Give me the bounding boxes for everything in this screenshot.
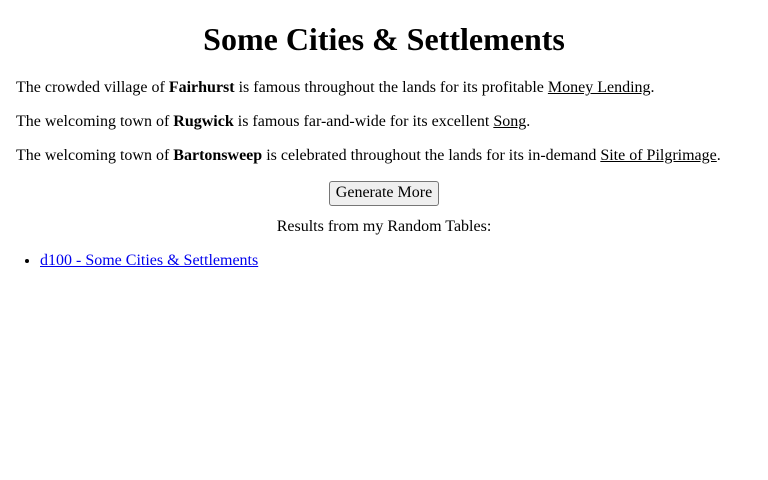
result-middle: is famous throughout the lands for its profitable [234,79,548,96]
settlement-name: Rugwick [173,113,234,130]
result-line [16,79,752,97]
table-link[interactable]: d100 - Some Cities & Settlements [40,252,259,269]
result-suffix: . [650,79,655,96]
result-prefix: The welcoming town of [16,147,174,164]
result-suffix: . [526,113,531,130]
result-prefix: The welcoming town of [16,113,174,130]
tables-list [16,252,752,270]
feature-link[interactable]: Site of Pilgrimage [600,147,717,164]
result-line [16,113,752,131]
feature-link[interactable]: Song [493,113,527,130]
result-middle: is famous far-and-wide for its excellent [233,113,494,130]
result-middle: is celebrated throughout the lands for its in-demand [262,147,601,164]
settlement-name: Fairhurst [168,79,235,96]
list-item [40,252,752,270]
result-suffix: . [716,147,721,164]
generate-more-button[interactable]: Generate More [329,181,439,206]
settlement-name: Bartonsweep [173,147,263,164]
feature-link[interactable]: Money Lending [547,79,651,96]
button-row [16,181,752,207]
tables-heading: Results from my Random Tables: [276,218,492,235]
result-prefix: The crowded village of [16,79,169,96]
page-title: Some Cities & Settlements [203,21,565,57]
result-line [16,147,752,165]
